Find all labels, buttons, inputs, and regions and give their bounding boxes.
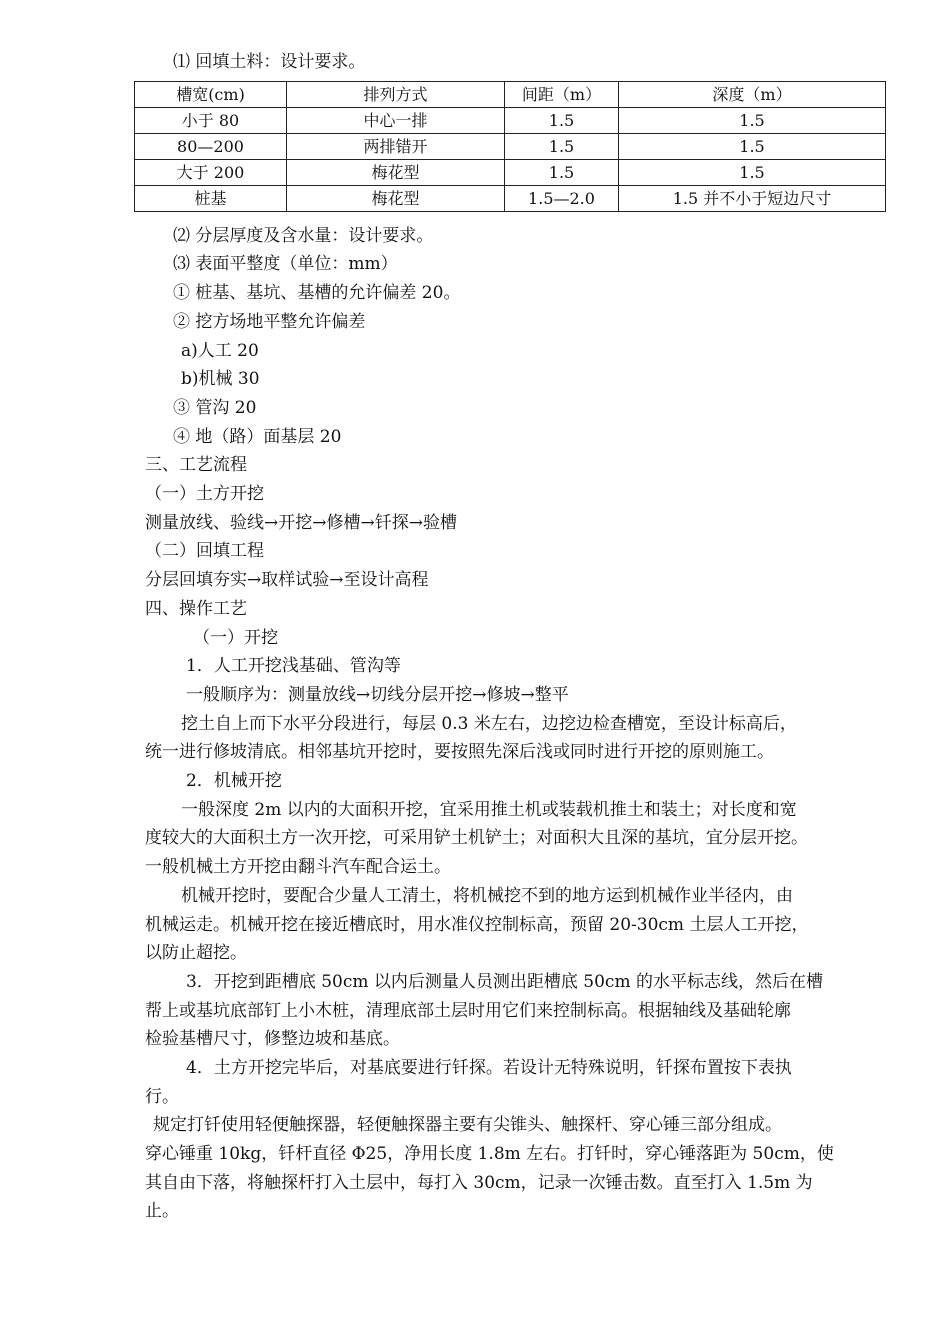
flow-excavation: 测量放线、验线→开挖→修槽→钎探→验槽 <box>145 513 457 533</box>
item-manual-excavation-title: 1．人工开挖浅基础、管沟等 <box>186 656 401 676</box>
surface-flatness-line: ⑶ 表面平整度（单位：mm） <box>173 254 398 274</box>
paragraph-line: 规定打钎使用轻便触探器，轻便触探器主要有尖锥头、触探杆、穿心锤三部分组成。 <box>153 1115 782 1135</box>
paragraph-line: 机械开挖时，要配合少量人工清土，将机械挖不到的地方运到机械作业半径内，由 <box>181 886 793 906</box>
table-cell: 中心一排 <box>287 108 505 134</box>
paragraph-line: 止。 <box>145 1201 179 1221</box>
table-cell: 1.5 <box>619 134 886 160</box>
tolerance-item-4: ④ 地（路）面基层 20 <box>173 427 342 447</box>
table-cell: 1.5 <box>505 108 619 134</box>
paragraph-line: 以防止超挖。 <box>145 943 247 963</box>
table-cell: 梅花型 <box>287 160 505 186</box>
table-cell: 大于 200 <box>135 160 287 186</box>
paragraph-line: 一般深度 2m 以内的大面积开挖，宜采用推土机或装载机推土和装土；对长度和宽 <box>181 800 797 820</box>
table-header-cell: 排列方式 <box>287 82 505 108</box>
table-header-cell: 槽宽(cm) <box>135 82 287 108</box>
table-row <box>135 134 886 160</box>
backfill-material-line: ⑴ 回填土料：设计要求。 <box>173 52 366 72</box>
table-row <box>135 186 886 212</box>
paragraph-line: 统一进行修坡清底。相邻基坑开挖时，要按照先深后浅或同时进行开挖的原则施工。 <box>145 742 774 762</box>
table-cell: 梅花型 <box>287 186 505 212</box>
paragraph-line: 检验基槽尺寸，修整边坡和基底。 <box>145 1029 400 1049</box>
table-header-row <box>135 82 886 108</box>
subheading-excavation: （一）土方开挖 <box>145 484 264 504</box>
paragraph-line: 一般机械土方开挖由翻斗汽车配合运土。 <box>145 857 451 877</box>
table-cell: 1.5 <box>619 160 886 186</box>
paragraph-line: 机械运走。机械开挖在接近槽底时，用水准仪控制标高，预留 20-30cm 土层人工开挖， <box>145 915 809 935</box>
layer-thickness-line: ⑵ 分层厚度及含水量：设计要求。 <box>173 226 434 246</box>
table-cell: 80—200 <box>135 134 287 160</box>
tolerance-item-3: ③ 管沟 20 <box>173 398 257 418</box>
table-header-cell: 深度（m） <box>619 82 886 108</box>
subheading-digging: （一）开挖 <box>193 628 278 648</box>
table-cell: 1.5 并不小于短边尺寸 <box>619 186 886 212</box>
paragraph-line: 度较大的大面积土方一次开挖，可采用铲土机铲土；对面积大且深的基坑，宜分层开挖。 <box>145 828 808 848</box>
paragraph-line: 穿心锤重 10kg，钎杆直径 Φ25，净用长度 1.8m 左右。打钎时，穿心锤落距为 50cm，使 <box>145 1144 834 1164</box>
paragraph-line: 挖土自上而下水平分段进行，每层 0.3 米左右，边挖边检查槽宽，至设计标高后， <box>181 714 797 734</box>
section-heading-operation: 四、操作工艺 <box>145 599 247 619</box>
probe-layout-table <box>134 81 886 212</box>
tolerance-item-1: ① 桩基、基坑、基槽的允许偏差 20。 <box>173 283 461 303</box>
flow-backfill: 分层回填夯实→取样试验→至设计高程 <box>145 570 429 590</box>
paragraph-line: 3．开挖到距槽底 50cm 以内后测量人员测出距槽底 50cm 的水平标志线，然后在槽 <box>186 972 823 992</box>
tolerance-item-machine: b)机械 30 <box>181 369 260 389</box>
item-manual-excavation-order: 一般顺序为：测量放线→切线分层开挖→修坡→整平 <box>186 685 569 705</box>
table-cell: 小于 80 <box>135 108 287 134</box>
item-machine-excavation-title: 2．机械开挖 <box>186 771 282 791</box>
paragraph-line: 其自由下落，将触探杆打入土层中，每打入 30cm，记录一次锤击数。直至打入 1.5m 为 <box>145 1173 813 1193</box>
table-cell: 两排错开 <box>287 134 505 160</box>
paragraph-line: 行。 <box>145 1087 179 1107</box>
paragraph-line: 帮上或基坑底部钉上小木桩，清理底部土层时用它们来控制标高。根据轴线及基础轮廓 <box>145 1001 791 1021</box>
tolerance-item-manual: a)人工 20 <box>181 341 259 361</box>
tolerance-item-2: ② 挖方场地平整允许偏差 <box>173 312 366 332</box>
subheading-backfill: （二）回填工程 <box>145 541 264 561</box>
table-header-cell: 间距（m） <box>505 82 619 108</box>
section-heading-process: 三、工艺流程 <box>145 455 247 475</box>
table-row <box>135 108 886 134</box>
table-row <box>135 160 886 186</box>
table-cell: 1.5 <box>505 160 619 186</box>
table-cell: 1.5—2.0 <box>505 186 619 212</box>
table-cell: 桩基 <box>135 186 287 212</box>
paragraph-line: 4．土方开挖完毕后，对基底要进行钎探。若设计无特殊说明，钎探布置按下表执 <box>186 1058 792 1078</box>
table-cell: 1.5 <box>505 134 619 160</box>
table-cell: 1.5 <box>619 108 886 134</box>
